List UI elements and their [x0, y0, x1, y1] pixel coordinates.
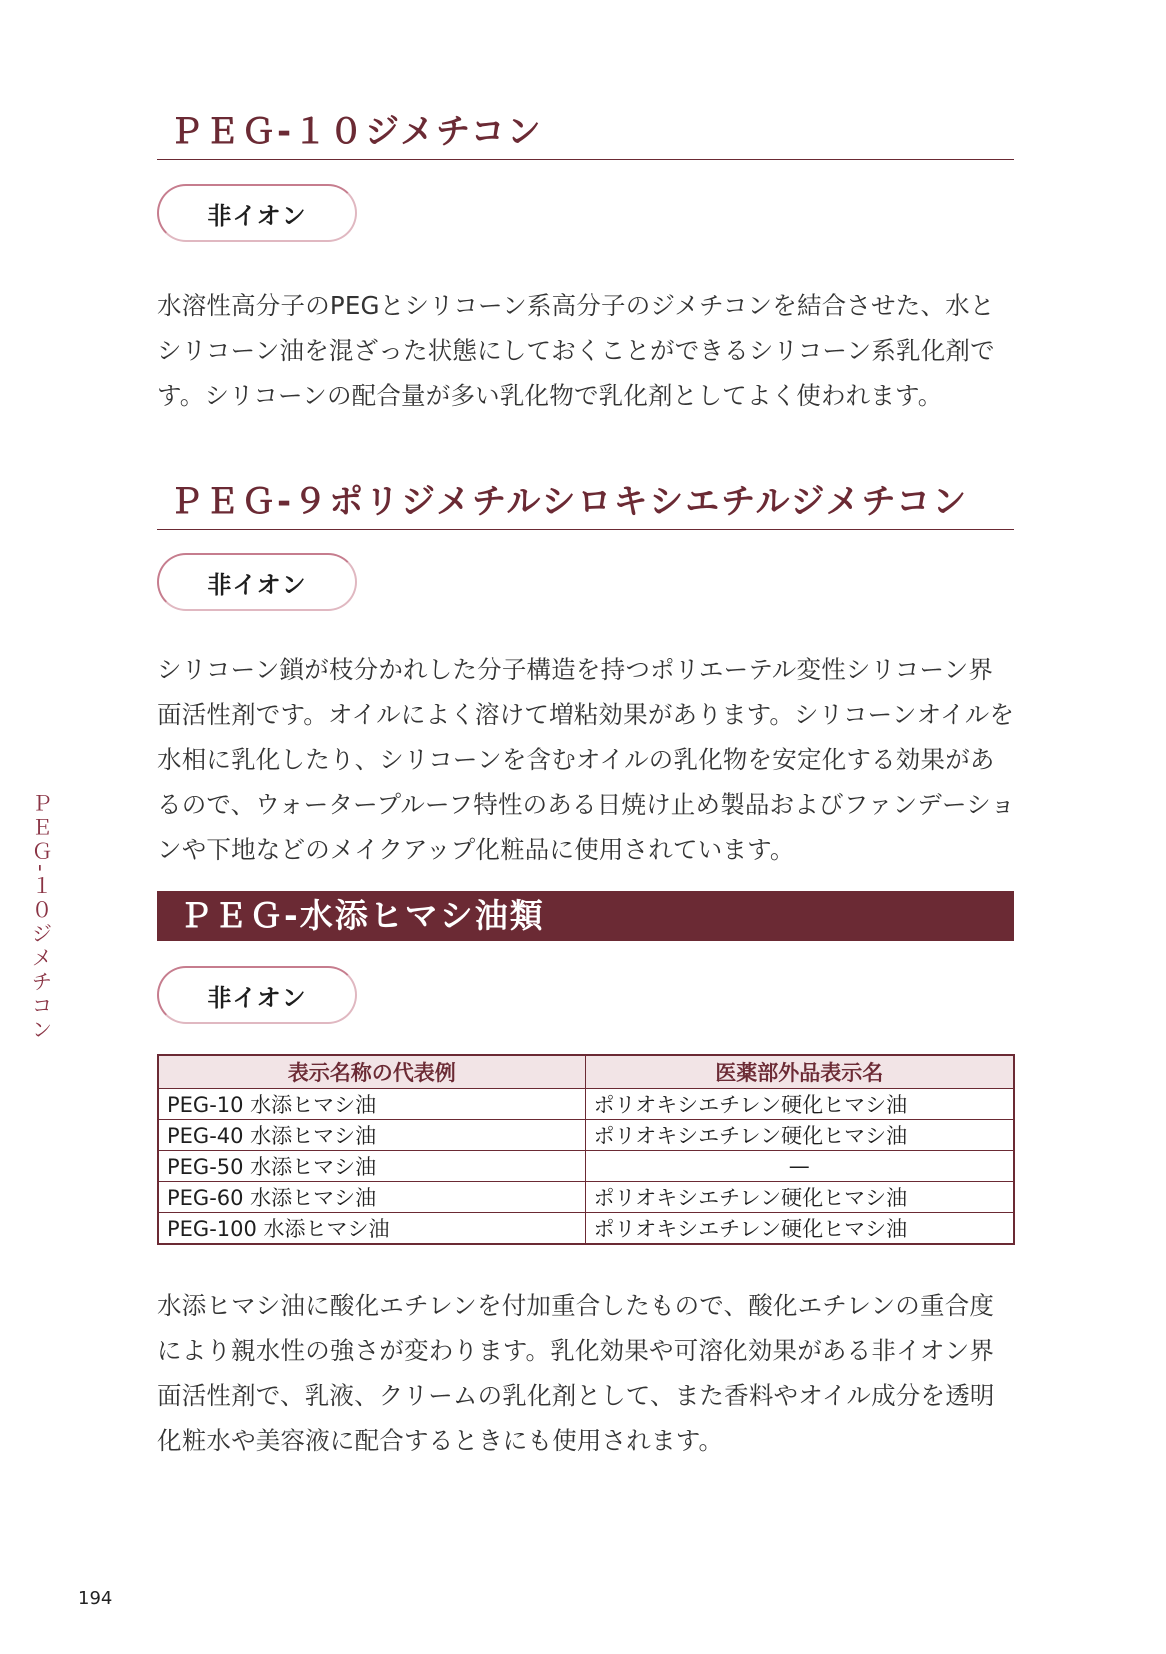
table-cell: PEG-50 水添ヒマシ油 [158, 1150, 585, 1181]
table-row [158, 1212, 1014, 1244]
table-cell: PEG-10 水添ヒマシ油 [158, 1088, 585, 1119]
table-cell: ポリオキシエチレン硬化ヒマシ油 [585, 1181, 1014, 1212]
table-row [158, 1150, 1014, 1181]
table-cell: PEG-100 水添ヒマシ油 [158, 1212, 585, 1244]
table-row [158, 1181, 1014, 1212]
nonionic-badge: 非イオン [157, 184, 357, 242]
ingredient-table [157, 1054, 1015, 1245]
table-cell: ポリオキシエチレン硬化ヒマシ油 [585, 1088, 1014, 1119]
side-index-label: ＰＥＧ-１０ジメチコン [29, 792, 53, 1043]
nonionic-badge: 非イオン [157, 553, 357, 611]
table-cell: ポリオキシエチレン硬化ヒマシ油 [585, 1212, 1014, 1244]
table-row [158, 1088, 1014, 1119]
section-title-peg10-dimethicone: ＰＥＧ-１０ジメチコン [157, 112, 1014, 160]
table-header-quasi-drug-name: 医薬部外品表示名 [585, 1055, 1014, 1088]
table-cell: — [585, 1150, 1014, 1181]
section-paragraph: シリコーン鎖が枝分かれした分子構造を持つポリエーテル変性シリコーン界面活性剤です。オイルによく溶けて増粘効果があります。シリコーンオイルを水相に乳化したり、シリコーンを含むオイルの乳化物を安定化する効果があるので、ウォータープルーフ特性のある日焼け止め製品およびファンデーションや下地などのメイクアップ化粧品に使用されています。 [157, 655, 1016, 864]
section-title-peg-hydrogenated-castor-oil: ＰＥＧ-水添ヒマシ油類 [157, 891, 1014, 941]
nonionic-badge: 非イオン [157, 966, 357, 1024]
page-number: 194 [78, 1588, 113, 1609]
table-cell: PEG-40 水添ヒマシ油 [158, 1119, 585, 1150]
table-header-display-name: 表示名称の代表例 [158, 1055, 585, 1088]
section-title-peg9: ＰＥＧ-９ポリジメチルシロキシエチルジメチコン [157, 482, 1014, 530]
table-header-row [158, 1055, 1014, 1088]
table-cell: ポリオキシエチレン硬化ヒマシ油 [585, 1119, 1014, 1150]
table-row [158, 1119, 1014, 1150]
section-paragraph: 水溶性高分子のPEGとシリコーン系高分子のジメチコンを結合させた、水とシリコーン油を混ざった状態にしておくことができるシリコーン系乳化剤です。シリコーンの配合量が多い乳化物で乳化剤としてよく使われます。 [157, 291, 995, 410]
table-cell: PEG-60 水添ヒマシ油 [158, 1181, 585, 1212]
section-paragraph: 水添ヒマシ油に酸化エチレンを付加重合したもので、酸化エチレンの重合度により親水性の強さが変わります。乳化効果や可溶化効果がある非イオン界面活性剤で、乳液、クリームの乳化剤として、また香料やオイル成分を透明化粧水や美容液に配合するときにも使用されます。 [157, 1291, 995, 1455]
